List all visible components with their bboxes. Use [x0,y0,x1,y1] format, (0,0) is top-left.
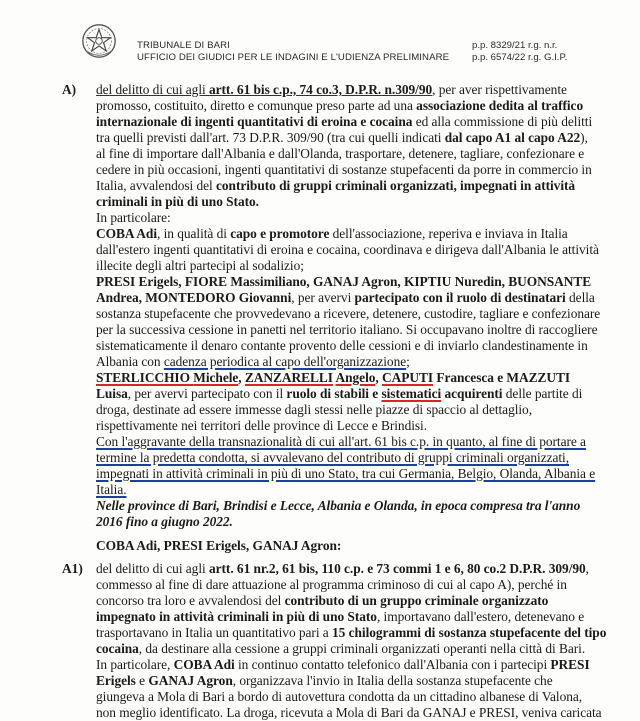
section-a-line: droga, destinate ad essere immesse dagli stessi nelle piazze di spaccio al dettaglio, [96,402,533,417]
section-a-line: In particolare: [96,210,171,225]
section-a1-label: A1) [62,561,83,576]
section-a-line: sistematicamente il denaro contante provento delle cessioni e di inviarlo clandestinamente in [96,338,588,353]
section-a1-heading: COBA Adi, PRESI Erigels, GANAJ Agron: [96,538,342,553]
section-a-line: cedere in più occasioni, ingenti quantitativi di sostanze stupefacenti da porre in commercio in [96,162,592,177]
section-a-line: al fine di importare dall'Albania e dall'Olanda, trasportare, detenere, tagliare, confezionare e [96,146,585,161]
section-a1-line: non meglio identificato. La droga, ricevuta a Mola di Bari da GANAJ e PRESI, veniva caricata [96,705,602,720]
section-a-line: Andrea, MONTEDORO Giovanni, per avervi partecipato con il ruolo di destinatari della [96,290,595,305]
section-a1-line: commesso al fine di dare attuazione al programma criminoso di cui al capo A), perché in [96,577,567,592]
court-office: UFFICIO DEI GIUDICI PER LE INDAGINI E L'UDIENZA PRELIMINARE [137,52,450,63]
section-a-line: rispettivamente nei territori delle province di Lecce e Brindisi. [96,418,428,433]
section-a-line: PRESI Erigels, FIORE Massimiliano, GANAJ Agron, KIPTIU Nuredin, BUONSANTE [96,274,592,289]
section-a-line: Albania con cadenza periodica al capo dell'organizzazione; [96,354,410,369]
section-a1-line: giungeva a Mola di Bari a bordo di autovettura condotta da un cittadino albanese di Valona, [96,689,583,704]
section-a1-line: impegnato in attività criminali in più di uno Stato, importavano dall'estero, detenevano e [96,609,585,624]
section-a-line: del delitto di cui agli artt. 61 bis c.p., 74 co.3, D.P.R. n.309/90, per aver rispettivamente [96,82,567,97]
section-a1-line: concorso tra loro e avvalendosi del contributo di un gruppo criminale organizzato [96,593,549,608]
court-name: TRIBUNALE DI BARI [137,40,230,51]
section-a-line: internazionale di ingenti quantitativi di eroina e cocaina ed alla commissione di più delitti [96,114,593,129]
section-a1-line: cocaina, da destinare alla cessione a gruppi criminali organizzati operanti nella città di Bari. [96,641,586,656]
section-a1-line: trasportavano in Italia un quantitativo pari a 15 chilogrammi di sostanza stupefacente del tipo [96,625,607,640]
section-a-line: dall'estero ingenti quantitativi di eroina e cocaina, coordinava e dirigeva dall'Albania le attività [96,242,599,257]
section-a-line: COBA Adi, in qualità di capo e promotore dell'associazione, reperiva e inviava in Italia [96,226,568,241]
section-a-line: sostanza stupefacente che provvedevano a ricevere, detenere, custodire, tagliare e confezionare [96,306,601,321]
section-a-line: criminali in più di uno Stato. [96,194,259,209]
section-a-line: tra quelli previsti dall'art. 73 D.P.R. 309/90 (tra cui quelli indicati dal capo A1 al capo A22), [96,130,588,145]
case-reference-gip: p.p. 6574/22 r.g. G.I.P. [472,52,568,63]
section-a-line: illecite degli altri partecipi al sodalizio; [96,258,304,273]
case-reference-nr: p.p. 8329/21 r.g. n.r. [472,40,558,51]
section-a-line: Italia, avvalendosi del contributo di gruppi criminali organizzati, impegnati in attività [96,178,576,193]
section-a1-line: del delitto di cui agli artt. 61 nr.2, 61 bis, 110 c.p. e 73 commi 1 e 6, 80 co.2 D.P.R. 309/90, [96,561,589,576]
section-a-line: impegnati in attività criminali in più di uno Stato, tra cui Germania, Belgio, Olanda, Albania e [96,466,596,481]
section-a-line: Italia. [96,482,127,497]
section-a-line: Con l'aggravante della transnazionalità di cui all'art. 61 bis c.p. in quanto, al fine di portare a [96,434,586,449]
section-a-line: 2016 fino a giugno 2022. [96,514,233,529]
section-a-line: Nelle province di Bari, Brindisi e Lecce, Albania e Olanda, in epoca compresa tra l'anno [96,498,581,513]
section-a1-line: In particolare, COBA Adi in continuo contatto telefonico dall'Albania con i partecipi PRESI [96,657,590,672]
section-a-line: Luisa, per avervi partecipato con il ruolo di stabili e sistematici acquirenti delle partite di [96,386,583,401]
section-a-label: A) [62,82,77,97]
section-a-line: promosso, costituito, diretto e comunque preso parte ad una associazione dedita al traffico [96,98,584,113]
section-a-line: per la successiva cessione in panetti nel territorio italiano. Si occupavano inoltre di raccogliere [96,322,598,337]
section-a1-line: Erigels e GANAJ Agron, organizzava l'invio in Italia della sostanza stupefacente che [96,673,553,688]
section-a-line: STERLICCHIO Michele, ZANZARELLI Angelo, CAPUTI Francesca e MAZZUTI [96,370,571,385]
section-a-line: termine la predetta condotta, si avvalevano del contributo di gruppi criminali organizzati, [96,450,570,465]
